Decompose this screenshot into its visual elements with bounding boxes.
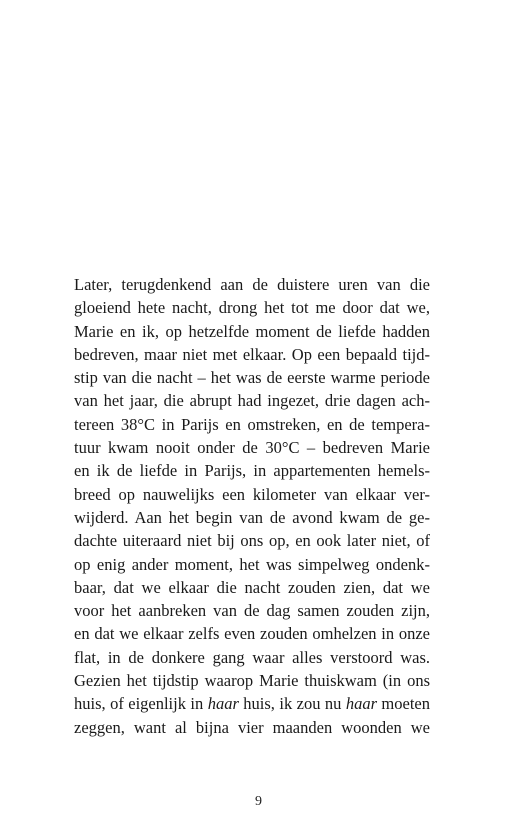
text-line: wijderd. Aan het begin van de avond kwam de ge- [74,507,430,527]
text-segment: huis, of eigenlijk in [74,694,208,714]
text-line: tereen 38°C in Parijs en omstreken, en de tempera- [74,414,430,434]
text-line: flat, in de donkere gang waar alles verstoord was. [74,647,430,667]
text-line: van het jaar, die abrupt had ingezet, drie dagen ach- [74,391,430,411]
text-line: dachte uiteraard niet bij ons op, en ook later niet, of [74,531,430,551]
text-line: Marie en ik, op hetzelfde moment de liefde hadden [74,321,430,341]
text-line: stip van die nacht – het was de eerste warme periode [74,368,430,388]
italic-emphasis: haar [207,694,239,714]
body-text [74,273,430,739]
italic-emphasis: haar [345,694,377,714]
text-line: en dat we elkaar zelfs even zouden omhelzen in onze [74,624,430,644]
text-segment: moeten [376,694,430,714]
text-line: baar, dat we elkaar die nacht zouden zien, dat we [74,577,430,597]
text-line: bedreven, maar niet met elkaar. Op een bepaald tijd- [74,344,430,364]
text-line: zeggen, want al bijna vier maanden woonden we [74,717,430,737]
page-number: 9 [255,794,262,809]
text-line: op enig ander moment, het was simpelweg ondenk- [74,554,430,574]
text-segment: huis, ik zou nu [238,694,346,714]
text-line [74,692,430,715]
text-line: tuur kwam nooit onder de 30°C – bedreven Marie [74,438,430,458]
text-line: en ik de liefde in Parijs, in appartementen hemels- [74,461,430,481]
text-line: Later, terugdenkend aan de duistere uren van die [74,275,430,294]
text-line: gloeiend hete nacht, drong het tot me door dat we, [74,298,430,318]
text-line: breed op nauwelijks een kilometer van elkaar ver- [74,484,430,504]
text-line: Gezien het tijdstip waarop Marie thuiskwam (in ons [74,671,430,691]
text-line: voor het aanbreken van de dag samen zouden zijn, [74,601,430,621]
